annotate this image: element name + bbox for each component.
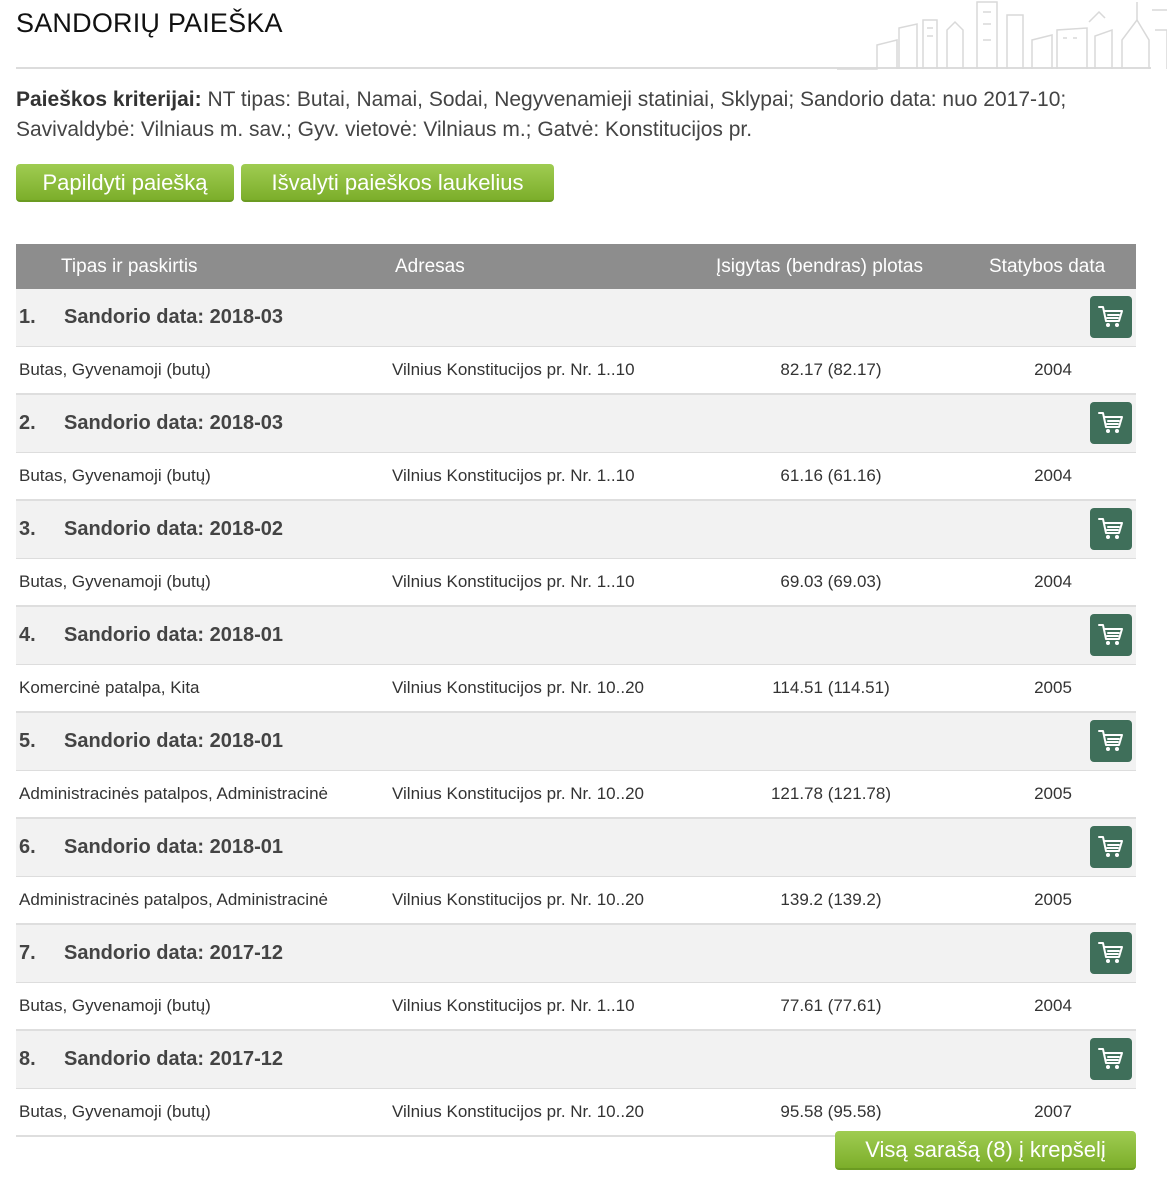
row-number: 5.: [19, 730, 36, 752]
transaction-group-row: [16, 819, 1136, 877]
table-row: [16, 877, 1136, 925]
cell-type: Butas, Gyvenamoji (butų): [19, 360, 211, 379]
page-header: [0, 0, 1167, 82]
results-table: [16, 244, 1136, 1137]
transaction-date-label: Sandorio data:: [64, 518, 205, 540]
shopping-cart-icon: [1098, 728, 1124, 754]
shopping-cart-icon: [1098, 940, 1124, 966]
transaction-date-value: 2018-01: [209, 730, 283, 752]
cell-type: Butas, Gyvenamoji (butų): [19, 1102, 211, 1121]
cell-area: 95.58 (95.58): [780, 1102, 882, 1121]
transaction-date: [64, 836, 283, 859]
cell-build-year: 2007: [1034, 1102, 1072, 1121]
cell-build-year: 2005: [1034, 678, 1072, 697]
cell-type: Komercinė patalpa, Kita: [19, 678, 200, 697]
cell-area: 114.51 (114.51): [772, 678, 890, 697]
criteria-text: NT tipas: Butai, Namai, Sodai, Negyvenamieji statiniai, Sklypai; Sandorio data: nuo 2017-10; Savivaldybė: Vilniaus m. sav.; Gyv. vietovė: Vilniaus m.; Gatvė: Konstitucijos pr.: [16, 88, 1067, 141]
add-to-cart-button[interactable]: [1090, 1038, 1132, 1080]
table-row: [16, 347, 1136, 395]
cell-area: 69.03 (69.03): [780, 572, 882, 591]
add-to-cart-button[interactable]: [1090, 826, 1132, 868]
shopping-cart-icon: [1098, 834, 1124, 860]
cell-type: Administracinės patalpos, Administracinė: [19, 890, 328, 909]
cell-area: 121.78 (121.78): [770, 784, 892, 803]
transaction-group-row: [16, 395, 1136, 453]
row-number: 8.: [19, 1048, 36, 1070]
cell-type: Butas, Gyvenamoji (butų): [19, 572, 211, 591]
search-criteria: [16, 85, 1151, 145]
shopping-cart-icon: [1098, 516, 1124, 542]
transaction-date-label: Sandorio data:: [64, 942, 205, 964]
transaction-date-value: 2018-01: [209, 836, 283, 858]
cell-build-year: 2004: [1034, 996, 1072, 1015]
cell-address: Vilnius Konstitucijos pr. Nr. 1..10: [392, 572, 635, 591]
transaction-group-row: [16, 925, 1136, 983]
cell-area: 61.16 (61.16): [780, 466, 882, 485]
cell-address: Vilnius Konstitucijos pr. Nr. 1..10: [392, 996, 635, 1015]
city-skyline-icon: [837, 0, 1167, 82]
cell-type: Butas, Gyvenamoji (butų): [19, 466, 211, 485]
transaction-group-row: [16, 501, 1136, 559]
cell-address: Vilnius Konstitucijos pr. Nr. 10..20: [392, 890, 644, 909]
transaction-date-label: Sandorio data:: [64, 836, 205, 858]
criteria-label: Paieškos kriterijai:: [16, 88, 202, 111]
cell-address: Vilnius Konstitucijos pr. Nr. 1..10: [392, 466, 635, 485]
transaction-date: [64, 412, 283, 435]
cell-address: Vilnius Konstitucijos pr. Nr. 10..20: [392, 678, 644, 697]
cell-type: Butas, Gyvenamoji (butų): [19, 996, 211, 1015]
add-to-cart-button[interactable]: [1090, 296, 1132, 338]
transaction-group-row: [16, 289, 1136, 347]
shopping-cart-icon: [1098, 1046, 1124, 1072]
transaction-group-row: [16, 607, 1136, 665]
transaction-date-value: 2018-02: [209, 518, 283, 540]
cell-build-year: 2004: [1034, 466, 1072, 485]
transaction-date: [64, 730, 283, 753]
add-search-button[interactable]: Papildyti paiešką: [16, 164, 234, 202]
transaction-date-value: 2017-12: [209, 942, 283, 964]
cell-address: Vilnius Konstitucijos pr. Nr. 1..10: [392, 360, 635, 379]
clear-fields-button[interactable]: Išvalyti paieškos laukelius: [241, 164, 554, 202]
column-header-build-year: Statybos data: [989, 256, 1106, 277]
row-number: 3.: [19, 518, 36, 540]
transaction-date: [64, 942, 283, 965]
add-to-cart-button[interactable]: [1090, 614, 1132, 656]
transaction-date-value: 2018-03: [209, 306, 283, 328]
cell-build-year: 2005: [1034, 890, 1072, 909]
transaction-group-row: [16, 1031, 1136, 1089]
transaction-date: [64, 624, 283, 647]
table-row: [16, 1089, 1136, 1137]
transaction-group-row: [16, 713, 1136, 771]
table-row: [16, 983, 1136, 1031]
transaction-date-label: Sandorio data:: [64, 1048, 205, 1070]
transaction-date-label: Sandorio data:: [64, 730, 205, 752]
add-to-cart-button[interactable]: [1090, 508, 1132, 550]
transaction-date-label: Sandorio data:: [64, 306, 205, 328]
transaction-date: [64, 1048, 283, 1071]
table-row: [16, 771, 1136, 819]
transaction-date: [64, 306, 283, 329]
column-header-type: Tipas ir paskirtis: [61, 256, 198, 277]
add-to-cart-button[interactable]: [1090, 932, 1132, 974]
table-header: [16, 244, 1136, 289]
cell-address: Vilnius Konstitucijos pr. Nr. 10..20: [392, 1102, 644, 1121]
row-number: 7.: [19, 942, 36, 964]
row-number: 1.: [19, 306, 36, 328]
cell-area: 82.17 (82.17): [780, 360, 882, 379]
cell-build-year: 2004: [1034, 572, 1072, 591]
shopping-cart-icon: [1098, 304, 1124, 330]
transaction-date-label: Sandorio data:: [64, 624, 205, 646]
row-number: 4.: [19, 624, 36, 646]
transaction-date-value: 2018-01: [209, 624, 283, 646]
row-number: 2.: [19, 412, 36, 434]
table-row: [16, 453, 1136, 501]
column-header-area: Įsigytas (bendras) plotas: [716, 256, 923, 277]
cell-area: 139.2 (139.2): [780, 890, 882, 909]
cell-type: Administracinės patalpos, Administracinė: [19, 784, 328, 803]
cell-build-year: 2005: [1034, 784, 1072, 803]
table-row: [16, 665, 1136, 713]
column-header-address: Adresas: [395, 256, 465, 277]
transaction-date-label: Sandorio data:: [64, 412, 205, 434]
shopping-cart-icon: [1098, 410, 1124, 436]
add-all-to-basket-button[interactable]: Visą sarašą (8) į krepšelį: [835, 1131, 1136, 1170]
cell-build-year: 2004: [1034, 360, 1072, 379]
transaction-date-value: 2017-12: [209, 1048, 283, 1070]
transaction-date: [64, 518, 283, 541]
add-to-cart-button[interactable]: [1090, 720, 1132, 762]
row-number: 6.: [19, 836, 36, 858]
transaction-date-value: 2018-03: [209, 412, 283, 434]
add-to-cart-button[interactable]: [1090, 402, 1132, 444]
cell-address: Vilnius Konstitucijos pr. Nr. 10..20: [392, 784, 644, 803]
table-row: [16, 559, 1136, 607]
cell-area: 77.61 (77.61): [780, 996, 882, 1015]
page-title: SANDORIŲ PAIEŠKA: [16, 8, 283, 38]
shopping-cart-icon: [1098, 622, 1124, 648]
